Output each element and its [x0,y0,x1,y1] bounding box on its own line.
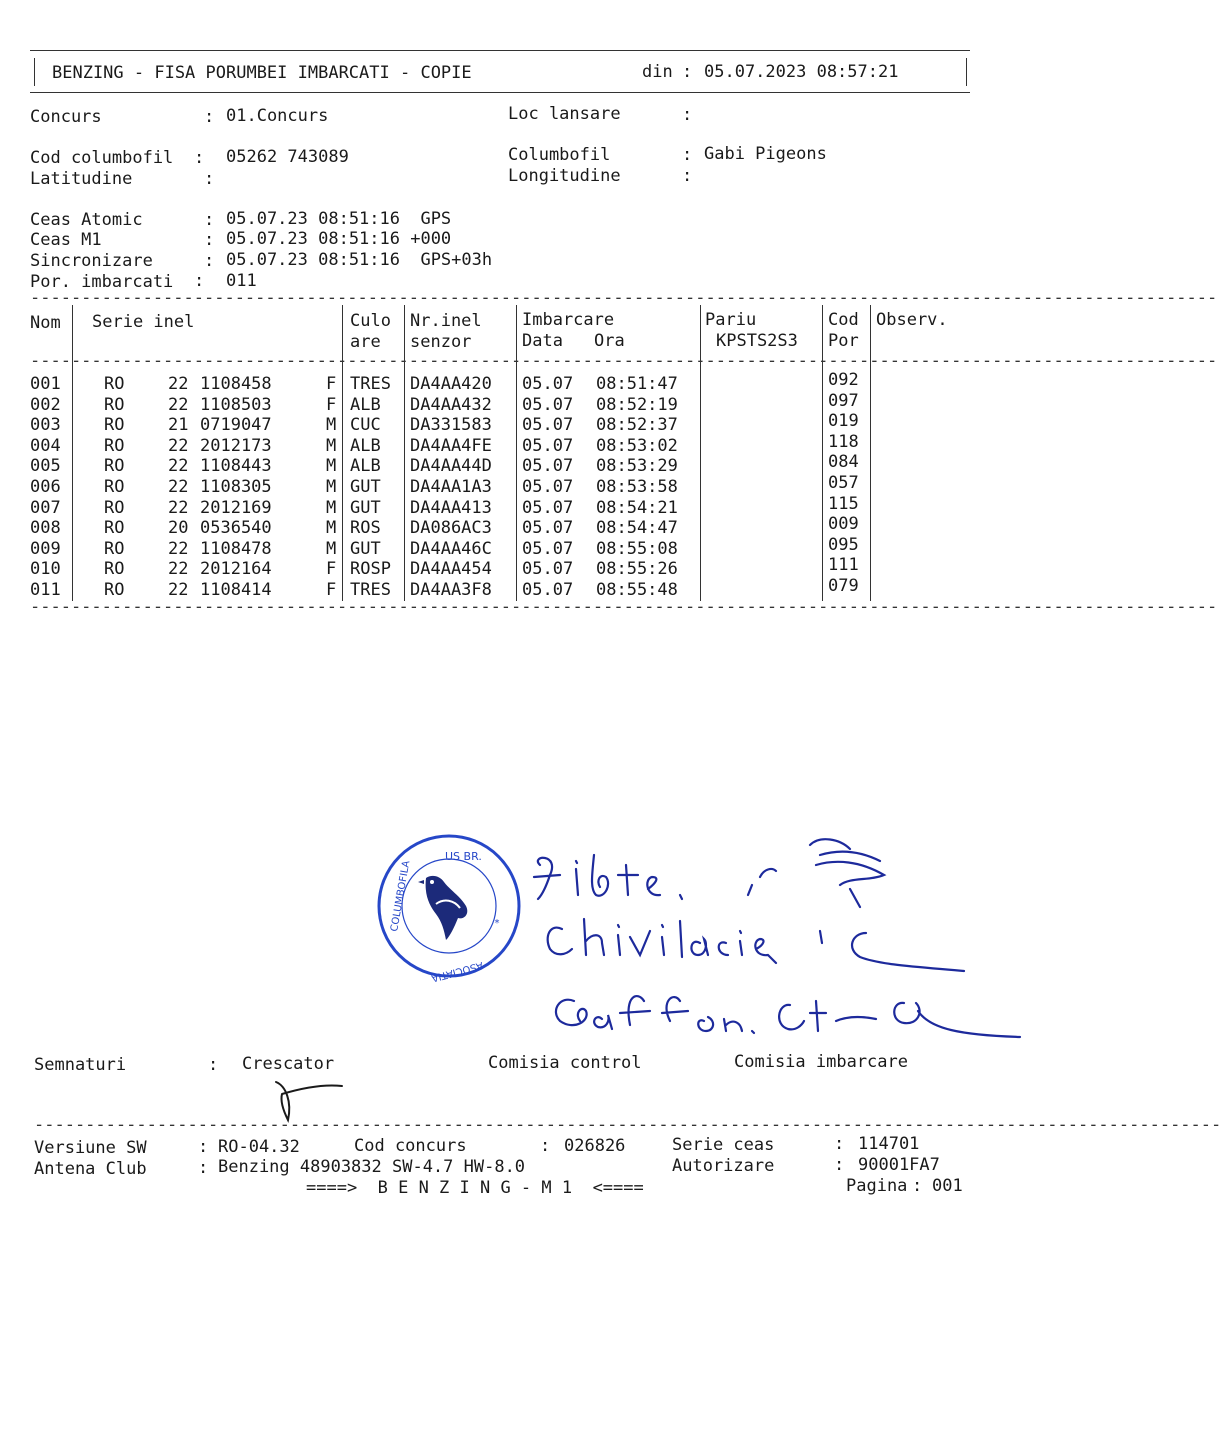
stamp-bottom-text: ASOCIATIA [430,959,485,984]
cell-nom: 011 [30,580,61,600]
cell-ring: 0719047 [200,415,272,436]
cell-time: 08:53:29 [596,456,678,477]
header-observ: Observ. [876,310,948,330]
cod-concurs-colon: : [540,1136,551,1156]
cell-nom: 006 [30,477,61,497]
cell-date: 05.07 [522,435,574,456]
antena-club-colon: : [198,1158,209,1178]
cell-date: 05.07 [522,559,574,580]
cell-date: 05.07 [522,580,574,600]
cell-date: 05.07 [522,374,574,394]
semnaturi-colon: : [208,1055,219,1075]
ceas-atomic-label: Ceas Atomic [30,210,143,230]
cell-time: 08:52:37 [596,415,678,436]
por-imbarcati-value: 011 [226,271,257,291]
cell-color: GUT [350,538,381,559]
footer-rule: -------------------------------------------------------------------------------------------------------------------- [34,1115,1221,1135]
cod-concurs-label: Cod concurs [354,1136,467,1156]
cell-cod: 118 [828,431,859,452]
cell-country: RO [104,497,125,518]
cell-cod: 019 [828,411,859,432]
cell-color: ROS [350,518,381,539]
concurs-label: Concurs [30,107,102,127]
cell-nom: 010 [30,559,61,580]
cod-concurs-value: 026826 [564,1136,626,1156]
cell-ring: 1108503 [200,394,272,415]
serie-ceas-colon: : [834,1134,845,1154]
stamp-star-icon: * [494,918,501,929]
header-data: Data [522,331,563,351]
semnaturi-label: Semnaturi [34,1055,127,1075]
crescator-label: Crescator [242,1054,335,1074]
ceas-m1-value: 05.07.23 08:51:16 +000 [226,229,452,249]
versiune-sw-colon: : [198,1137,209,1157]
cell-ring: 1108478 [200,538,272,559]
col-divider [72,305,73,601]
cell-color: CUC [350,415,381,436]
sincronizare-label: Sincronizare [30,251,153,271]
cell-date: 05.07 [522,415,574,436]
table-top-rule: -------------------------------------------------------------------------------------------------------------------- [30,288,1218,308]
cell-sex: F [326,394,337,415]
cell-year: 22 [168,456,189,477]
cell-time: 08:54:21 [596,497,678,518]
header-cod-2: Por [828,331,859,351]
cell-sex: F [326,580,337,600]
columbofil-label: Columbofil [508,145,611,165]
comisia-control-label: Comisia control [488,1053,642,1073]
date-label: din [642,62,673,82]
cell-year: 22 [168,559,189,580]
stamp-left-text: COLUMBOFILA [389,859,413,933]
antena-club-value: Benzing 48903832 SW-4.7 HW-8.0 [218,1157,526,1177]
cell-nom: 005 [30,456,61,477]
cell-sensor: DA4AA454 [410,559,492,580]
association-stamp [374,834,524,984]
cell-sensor: DA4AA413 [410,497,492,518]
longitudine-colon: : [682,166,693,186]
autorizare-value: 90001FA7 [858,1155,940,1175]
footer-banner: ====> B E N Z I N G - M 1 <==== [306,1178,644,1198]
cell-sensor: DA4AA1A3 [410,477,492,497]
header-left-border [34,58,35,86]
cell-sensor: DA4AA4FE [410,435,492,456]
cell-country: RO [104,477,125,497]
concurs-value: 01.Concurs [226,106,329,126]
cell-cod: 079 [828,576,859,596]
cell-cod: 111 [828,555,859,576]
header-culoare-2: are [350,332,381,352]
pagina-value: 001 [932,1176,963,1196]
cell-sensor: DA4AA44D [410,456,492,477]
cell-date: 05.07 [522,497,574,518]
cell-country: RO [104,518,125,539]
cell-time: 08:55:08 [596,538,678,559]
sincronizare-colon: : [204,251,215,271]
cell-ring: 2012169 [200,497,272,518]
concurs-colon: : [204,107,215,127]
stamp-top-text: US BR. [445,850,482,863]
header-culoare-1: Culo [350,311,391,331]
cell-ring: 0536540 [200,518,272,539]
cell-color: TRES [350,374,391,394]
cell-time: 08:55:26 [596,559,678,580]
cell-year: 21 [168,415,189,436]
latitudine-label: Latitudine [30,169,133,189]
cell-year: 22 [168,374,189,394]
ceas-m1-label: Ceas M1 [30,230,102,250]
col-divider [700,305,701,601]
cod-columbofil-colon: : [194,148,205,168]
cell-cod: 009 [828,514,859,535]
cell-cod: 097 [828,390,859,411]
por-imbarcati-colon: : [194,271,205,291]
cell-time: 08:52:19 [596,394,678,415]
cell-year: 22 [168,477,189,497]
cod-columbofil-label: Cod columbofil [30,148,174,168]
cell-time: 08:51:47 [596,374,678,394]
cell-sex: M [326,538,337,559]
cod-columbofil-value: 05262 743089 [226,147,349,167]
cell-sex: M [326,435,337,456]
cell-ring: 1108458 [200,374,272,394]
cell-color: TRES [350,580,391,600]
autorizare-colon: : [834,1155,845,1175]
versiune-sw-value: RO-04.32 [218,1137,300,1157]
sincronizare-value: 05.07.23 08:51:16 GPS+03h [226,250,493,270]
col-divider [404,305,405,601]
serie-ceas-value: 114701 [858,1134,920,1154]
cell-date: 05.07 [522,477,574,497]
cell-ring: 1108443 [200,456,272,477]
cell-year: 22 [168,580,189,600]
serie-ceas-label: Serie ceas [672,1135,775,1155]
loc-lansare-colon: : [682,105,693,125]
cell-nom: 002 [30,394,61,415]
cell-time: 08:53:02 [596,435,678,456]
header-pariu-1: Pariu [705,310,757,330]
cell-sex: M [326,415,337,436]
cell-sex: F [326,559,337,580]
cell-ring: 1108414 [200,580,272,600]
cell-time: 08:55:48 [596,580,678,600]
cell-cod: 115 [828,493,859,514]
pagina-label: Pagina [846,1176,908,1196]
cell-country: RO [104,435,125,456]
cell-color: GUT [350,497,381,518]
ceas-atomic-colon: : [204,210,215,230]
versiune-sw-label: Versiune SW [34,1138,147,1158]
cell-year: 20 [168,518,189,539]
cell-sensor: DA4AA432 [410,394,492,415]
autorizare-label: Autorizare [672,1156,775,1176]
latitudine-colon: : [204,169,215,189]
header-imbarcare: Imbarcare [522,310,615,330]
table-header-rule: -------------------------------------------------------------------------------------------------------------------- [30,351,1218,371]
cell-nom: 009 [30,538,61,559]
ceas-atomic-value: 05.07.23 08:51:16 GPS [226,209,452,229]
cell-nom: 007 [30,497,61,518]
cell-sex: M [326,456,337,477]
signature-scribbles [520,825,1020,1065]
cell-cod: 084 [828,452,859,473]
cell-nom: 001 [30,374,61,394]
cell-date: 05.07 [522,518,574,539]
col-divider [822,305,823,601]
col-divider [870,305,871,601]
longitudine-label: Longitudine [508,166,621,186]
header-cod-1: Cod [828,310,859,330]
header-nom: Nom [30,313,61,333]
cell-country: RO [104,415,125,436]
document-title: BENZING - FISA PORUMBEI IMBARCATI - COPIE [52,63,472,83]
cell-country: RO [104,374,125,394]
cell-color: ALB [350,394,381,415]
cell-year: 22 [168,435,189,456]
cell-ring: 2012164 [200,559,272,580]
header-ora: Ora [594,331,625,351]
cell-date: 05.07 [522,456,574,477]
date-colon: : [682,62,693,82]
header-top-border [30,50,970,51]
cell-nom: 004 [30,435,61,456]
cell-nom: 003 [30,415,61,436]
cell-year: 22 [168,394,189,415]
table-bottom-rule: -------------------------------------------------------------------------------------------------------------------- [30,597,1218,617]
loc-lansare-label: Loc lansare [508,104,621,124]
cell-sex: M [326,477,337,497]
cell-ring: 2012173 [200,435,272,456]
cell-sex: F [326,374,337,394]
header-nr-inel-1: Nr.inel [410,311,482,331]
header-right-border [966,58,967,86]
cell-country: RO [104,559,125,580]
cell-year: 22 [168,538,189,559]
cell-sensor: DA086AC3 [410,518,492,539]
col-divider [516,305,517,601]
cell-nom: 008 [30,518,61,539]
header-bottom-border [30,92,970,93]
header-nr-inel-2: senzor [410,332,472,352]
cell-cod: 057 [828,473,859,493]
comisia-imbarcare-label: Comisia imbarcare [734,1052,908,1072]
cell-cod: 095 [828,534,859,555]
cell-sensor: DA4AA46C [410,538,492,559]
cell-sensor: DA4AA420 [410,374,492,394]
cell-country: RO [104,538,125,559]
cell-time: 08:53:58 [596,477,678,497]
cell-color: ALB [350,435,381,456]
columbofil-colon: : [682,145,693,165]
header-serie-inel: Serie inel [92,312,195,332]
cell-color: GUT [350,477,381,497]
pagina-colon: : [912,1176,923,1196]
cell-sex: M [326,518,337,539]
cell-country: RO [104,456,125,477]
date-value: 05.07.2023 08:57:21 [704,62,899,82]
por-imbarcati-label: Por. imbarcati [30,272,174,292]
cell-date: 05.07 [522,394,574,415]
col-divider [342,305,343,601]
cell-time: 08:54:47 [596,518,678,539]
cell-sex: M [326,497,337,518]
cell-cod: 092 [828,370,859,390]
cell-color: ALB [350,456,381,477]
header-pariu-2: KPSTS2S3 [716,331,798,351]
ceas-m1-colon: : [204,230,215,250]
cell-date: 05.07 [522,538,574,559]
antena-club-label: Antena Club [34,1159,147,1179]
cell-country: RO [104,580,125,600]
columbofil-value: Gabi Pigeons [704,144,827,164]
cell-sensor: DA331583 [410,415,492,436]
cell-year: 22 [168,497,189,518]
cell-color: ROSP [350,559,391,580]
cell-ring: 1108305 [200,477,272,497]
pigeon-icon [418,876,467,940]
cell-country: RO [104,394,125,415]
cell-sensor: DA4AA3F8 [410,580,492,600]
